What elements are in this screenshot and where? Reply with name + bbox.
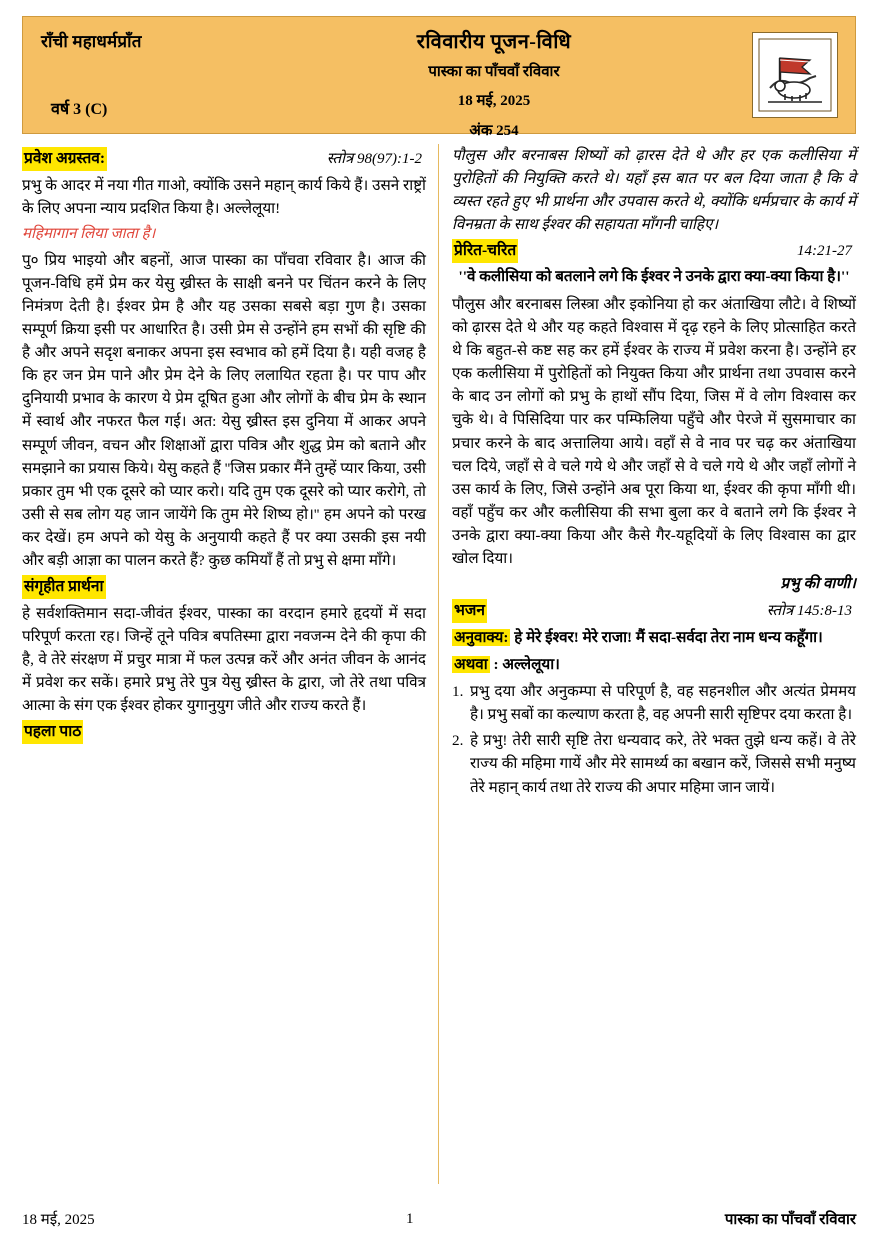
acts-reading-text: पौलुस और बरनाबस लिस्त्रा और इकोनिया हो कर अंताखिया लौटे। वे शिष्यों को ढ़ारस देते थे और यह कहते विश्वास में दृढ़ रहने के लिए प्रोत्साहित करते थे कि बहुत-से कष्ट सह कर हमें ईश्वर के राज्य में प्रवेश करना है। उन्होंने हर एक कलीसिया में पुरोहितों को नियुक्त किया और प्रार्थना तथा उपवास करने के बाद उन लोगों को प्रभु के हाथों सौंप दिया, जिस में वे लोग विश्वास कर चुके थे। वे पिसिदिया पार कर पम्फिलिया पहुँचे और पेरजे में सुसमाचार का प्रचार करने के बाद अत्तालिया आये। वहाँ से वे नाव पर चढ़ कर अंताखिया चल दिये, जहाँ से वे चले गये थे और जहाँ से वे चले गये थे और जहाँ लोगों ने उस कार्य के लिए, जिसे उन्होंने अब पूरा किया था, ईश्वर की कृपा माँगी थी। वहाँ पहुँच कर और कलीसिया की सभा बुला कर वे बताने लगे कि ईश्वर ने उनके द्वारा क्या-क्या किया और कैसे गैर-यहूदियों के लिए विश्वास का द्वार खोल दिया। <box>452 295 856 567</box>
collect-text: हे सर्वशक्तिमान सदा-जीवंत ईश्वर, पास्का का वरदान हमारे हृदयों में सदा परिपूर्ण करता रह। जिन्हें तूने पवित्र बपतिस्मा द्वारा नवजन्म देने की कृपा की है, वे तेरे संरक्षण में प्रचुर मात्रा में फल उत्पन्न करें और अनंत जीवन के आनंद में प्रवेश कर सकें। हमारे प्रभु तेरे पुत्र येसु ख्रीस्त के द्वारा, जो तेरे तथा पवित्र आत्मा के संग एक ईश्वर होकर युगानुयुग जीते और राज्य करते हैं। <box>22 604 426 715</box>
psalm-label: भजन <box>452 599 487 623</box>
archdiocese-crest-icon <box>752 32 838 118</box>
psalm-verse-list <box>452 680 856 798</box>
psalm-reference: स्तोत्र 145:8-13 <box>766 603 852 620</box>
gloria-rubric: महिमागान लिया जाता है। <box>22 225 156 242</box>
page-subtitle: पास्का का पाँचवाँ रविवार <box>428 64 560 80</box>
psalm-verse-number: 1. <box>452 683 464 701</box>
list-item <box>452 680 856 726</box>
collect-label: संगृहीत प्रार्थना <box>22 575 106 599</box>
collect-heading <box>22 575 426 599</box>
acts-reading-heading <box>452 239 856 263</box>
psalm-verse-number: 2. <box>452 732 464 750</box>
acts-reading-reference: 14:21-27 <box>797 243 852 260</box>
psalm-heading <box>452 599 856 623</box>
header-left <box>23 17 253 133</box>
footer-date: 18 मई, 2025 <box>22 1212 95 1228</box>
first-reading-label: पहला पाठ <box>22 720 83 744</box>
entrance-antiphon-label: प्रवेश अग्रस्तव: <box>22 147 107 171</box>
page-header <box>22 16 856 139</box>
right-column <box>439 144 856 1184</box>
reading-closing-acclamation: प्रभु की वाणी। <box>780 575 856 593</box>
page-date: 18 मई, 2025 <box>457 93 531 109</box>
psalm-verse-text: हे प्रभु! तेरी सारी सृष्टि तेरा धन्यवाद करे, तेरे भक्त तुझे धन्य कहें। वे तेरे राज्य की महिमा गायें और मेरे सामर्थ्य का बखान करें, जिससे सभी मनुष्य तेरे महान् कार्य तथा तेरे राज्य की अपार महिमा जान जायें। <box>470 732 856 796</box>
psalm-alternate-text: : अल्लेलूया। <box>493 656 560 674</box>
page-number: 1 <box>405 1210 414 1227</box>
left-column <box>22 144 439 1184</box>
liturgical-year: वर्ष 3 (C) <box>51 101 108 118</box>
diocese-name: राँची महाधर्मप्राँत <box>41 32 142 51</box>
reading-commentary-text: पौलुस और बरनाबस शिष्यों को ढ़ारस देते थे और हर एक कलीसिया में पुरोहितों की नियुक्ति करते थे। यहाँ इस बात पर बल दिया जाता है कि वे व्यस्त रहते हुए भी प्रार्थना और उपवास करते थे, क्योंकि धर्मप्रचार के कार्य में विनम्रता के साथ ईश्वर की सहायता माँगनी चाहिए। <box>452 147 856 234</box>
body-columns <box>22 144 856 1184</box>
issue-number: अंक 254 <box>469 123 519 139</box>
acts-reading-antiphon: ''वे कलीसिया को बतलाने लगे कि ईश्वर ने उनके द्वारा क्या-क्या किया है।'' <box>458 268 850 286</box>
entrance-antiphon-text: प्रभु के आदर में नया गीत गाओ, क्योंकि उसने महान् कार्य किये हैं। उसने राष्ट्रों के लिए अपना न्याय प्रदशित किया है। अल्लेलूया! <box>22 176 426 217</box>
page-footer <box>22 1209 856 1229</box>
psalm-response-label: अनुवाक्य: <box>454 628 509 646</box>
psalm-response <box>452 626 856 649</box>
psalm-response-text: हे मेरे ईश्वर! मेरे राजा! मैं सदा-सर्वदा तेरा नाम धन्य कहूँगा। <box>514 628 823 646</box>
psalm-alternate-label: अथवा <box>454 656 488 674</box>
entrance-antiphon-heading <box>22 147 426 171</box>
entrance-antiphon-reference: स्तोत्र 98(97):1-2 <box>326 151 422 167</box>
first-reading-heading <box>22 720 426 744</box>
psalm-alternate-response <box>452 653 856 676</box>
homily-introduction-text: पु० प्रिय भाइयो और बहनों, आज पास्का का पाँचवा रविवार है। आज की पूजन-विधि हमें प्रेम कर येसु ख्रीस्त के साक्षी बनने पर चिंतन करने के लिए निमंत्रण देती है। ईश्वर प्रेम है और यह उसका सबसे बड़ा गुण है। उसका सम्पूर्ण क्रिया इसी पर आधारित है। उसी प्रेम से उन्होंने हम सभों की सृष्टि की है और अपने सदृश बनाकर अपना इस स्वभाव को हमें दिया है। यही वजह है कि हर जन प्रेम पाने और प्रेम देने के लिए ललायित रहता है। पर पाप और दुनियायी प्रभाव के कारण ये प्रेम दूषित हुआ और लोगों के बीच प्रेम के स्थान में स्वार्थ और नफरत फैल गई। अत: येसु ख्रीस्त इस दुनिया में आकर अपने सम्पूर्ण जीवन, वचन और शिक्षाओं द्वारा पवित्र और शुद्ध प्रेम को बताने और समझाने का प्रयास किये। येसु कहते हैं ''जिस प्रकार मैंने तुम्हें प्यार किया, उसी प्रकार तुम भी एक दूसरे को प्यार करो। यदि तुम एक दूसरे को प्यार करोगे, तो उसी से सब लोग यह जान जायेंगे कि तुम मेरे शिष्य हो।'' हम अपने को परख कर देखें। हम अपने को येसु के अनुयायी कहते हैं पर क्या उसकी इस नयी और बड़ी आज्ञा का पालन करते हैं? कुछ कमियाँ हैं तो प्रभु से क्षमा माँगे। <box>22 251 427 569</box>
header-center <box>253 17 735 139</box>
psalm-verse-text: प्रभु दया और अनुकम्पा से परिपूर्ण है, वह सहनशील और अत्यंत प्रेममय है। प्रभु सबों का कल्याण करता है, वह अपनी सारी सृष्टिपर दया करता है। <box>470 683 856 724</box>
acts-reading-label: प्रेरित-चरित <box>452 239 518 263</box>
footer-feast-name: पास्का का पाँचवाँ रविवार <box>724 1212 856 1228</box>
header-right <box>735 17 855 133</box>
page-title: रविवारीय पूजन-विधि <box>416 31 572 53</box>
list-item <box>452 729 856 798</box>
